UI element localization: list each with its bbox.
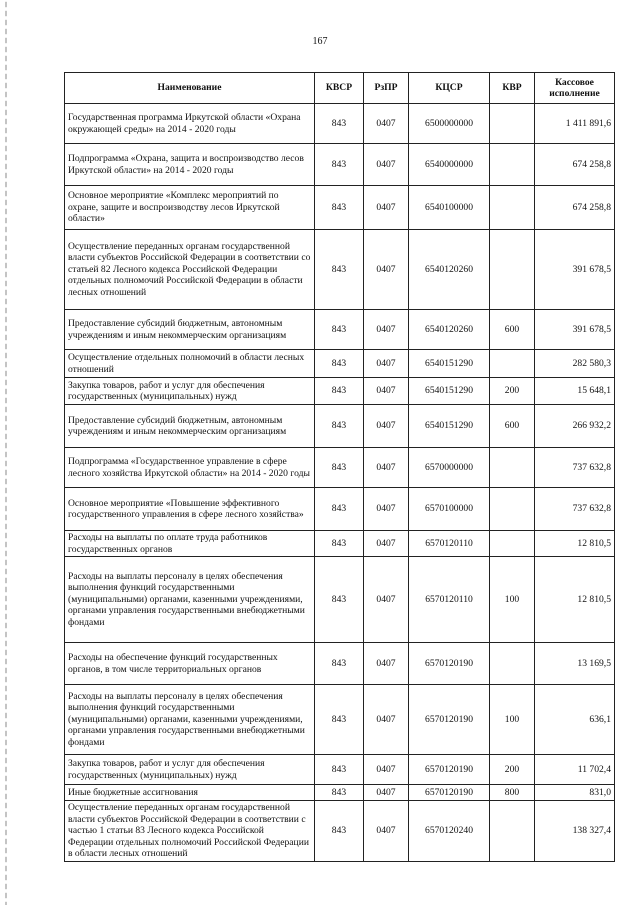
cell-amount: 138 327,4 (535, 801, 615, 862)
cell-kvr: 600 (490, 310, 535, 350)
cell-kcsr: 6540120260 (409, 230, 490, 310)
cell-kcsr: 6540120260 (409, 310, 490, 350)
cell-kvr (490, 448, 535, 488)
table-row (65, 801, 615, 862)
cell-kvsr: 843 (315, 801, 364, 862)
cell-amount: 282 580,3 (535, 350, 615, 378)
cell-name: Иные бюджетные ассигнования (65, 785, 315, 801)
table-row (65, 144, 615, 186)
cell-kvsr: 843 (315, 186, 364, 230)
cell-kvsr: 843 (315, 310, 364, 350)
cell-amount: 11 702,4 (535, 755, 615, 785)
cell-rzpr: 0407 (364, 755, 409, 785)
cell-rzpr: 0407 (364, 643, 409, 685)
cell-amount: 1 411 891,6 (535, 104, 615, 144)
cell-amount: 831,0 (535, 785, 615, 801)
cell-rzpr: 0407 (364, 785, 409, 801)
cell-kvr: 600 (490, 405, 535, 448)
budget-table (64, 72, 615, 862)
cell-kvr: 200 (490, 378, 535, 405)
cell-kcsr: 6570100000 (409, 488, 490, 531)
table-row (65, 557, 615, 643)
cell-kvsr: 843 (315, 643, 364, 685)
cell-name: Расходы на выплаты по оплате труда работников государственных органов (65, 531, 315, 557)
cell-amount: 674 258,8 (535, 186, 615, 230)
cell-kvr: 800 (490, 785, 535, 801)
cell-amount: 737 632,8 (535, 448, 615, 488)
table-row (65, 378, 615, 405)
table-row (65, 643, 615, 685)
cell-kvsr: 843 (315, 144, 364, 186)
cell-kvr: 200 (490, 755, 535, 785)
table-header-row (65, 73, 615, 104)
table-row (65, 310, 615, 350)
cell-amount: 391 678,5 (535, 230, 615, 310)
cell-kvr (490, 531, 535, 557)
table-row (65, 186, 615, 230)
cell-kcsr: 6570120190 (409, 755, 490, 785)
cell-amount: 15 648,1 (535, 378, 615, 405)
cell-rzpr: 0407 (364, 350, 409, 378)
cell-kvr: 100 (490, 685, 535, 755)
cell-name: Предоставление субсидий бюджетным, автономным учреждениям и иным некоммерческим организациям (65, 310, 315, 350)
cell-name: Основное мероприятие «Комплекс мероприятий по охране, защите и воспроизводству лесов Иркутской области» (65, 186, 315, 230)
cell-kvr (490, 104, 535, 144)
cell-name: Закупка товаров, работ и услуг для обеспечения государственных (муниципальных) нужд (65, 378, 315, 405)
cell-kcsr: 6540000000 (409, 144, 490, 186)
header-kvr: КВР (490, 73, 535, 104)
table-row (65, 755, 615, 785)
cell-kcsr: 6570120110 (409, 557, 490, 643)
cell-kcsr: 6570120190 (409, 643, 490, 685)
cell-name: Осуществление отдельных полномочий в области лесных отношений (65, 350, 315, 378)
cell-rzpr: 0407 (364, 186, 409, 230)
cell-amount: 13 169,5 (535, 643, 615, 685)
cell-amount: 674 258,8 (535, 144, 615, 186)
cell-name: Подпрограмма «Охрана, защита и воспроизводство лесов Иркутской области» на 2014 - 2020 годы (65, 144, 315, 186)
cell-kvsr: 843 (315, 557, 364, 643)
cell-kvsr: 843 (315, 685, 364, 755)
cell-kvsr: 843 (315, 405, 364, 448)
table-row (65, 230, 615, 310)
cell-kcsr: 6540100000 (409, 186, 490, 230)
cell-kvsr: 843 (315, 350, 364, 378)
cell-amount: 12 810,5 (535, 557, 615, 643)
cell-kvr (490, 144, 535, 186)
cell-kvsr: 843 (315, 448, 364, 488)
cell-kcsr: 6540151290 (409, 405, 490, 448)
cell-kvr (490, 643, 535, 685)
cell-name: Подпрограмма «Государственное управление в сфере лесного хозяйства Иркутской области» на 2014 - 2020 годы (65, 448, 315, 488)
cell-rzpr: 0407 (364, 405, 409, 448)
cell-rzpr: 0407 (364, 531, 409, 557)
cell-kvr: 100 (490, 557, 535, 643)
table-row (65, 350, 615, 378)
cell-name: Закупка товаров, работ и услуг для обеспечения государственных (муниципальных) нужд (65, 755, 315, 785)
cell-kvr (490, 801, 535, 862)
cell-rzpr: 0407 (364, 685, 409, 755)
header-amount: Кассовое исполнение (535, 73, 615, 104)
cell-name: Осуществление переданных органам государственной власти субъектов Российской Федерации в соответствии со статьей 82 Лесного кодекса Российской Федерации отдельных полномочий Российской Федерации в области лесных отношений (65, 230, 315, 310)
cell-rzpr: 0407 (364, 488, 409, 531)
table-row (65, 531, 615, 557)
cell-kvsr: 843 (315, 785, 364, 801)
cell-kvsr: 843 (315, 488, 364, 531)
cell-name: Расходы на выплаты персоналу в целях обеспечения выполнения функций государственными (муниципальными) органами, казенными учреждениями, органами управления государственными внебюджетными фондами (65, 557, 315, 643)
cell-kvr (490, 350, 535, 378)
cell-name: Расходы на выплаты персоналу в целях обеспечения выполнения функций государственными (муниципальными) органами, казенными учреждениями, органами управления государственными внебюджетными фондами (65, 685, 315, 755)
cell-name: Расходы на обеспечение функций государственных органов, в том числе территориальных органов (65, 643, 315, 685)
cell-name: Осуществление переданных органам государственной власти субъектов Российской Федерации в соответствии с частью 1 статьи 83 Лесного кодекса Российской Федерации отдельных полномочий Российской Федерации в области лесных отношений (65, 801, 315, 862)
cell-rzpr: 0407 (364, 230, 409, 310)
cell-kcsr: 6540151290 (409, 378, 490, 405)
cell-name: Предоставление субсидий бюджетным, автономным учреждениям и иным некоммерческим организациям (65, 405, 315, 448)
cell-amount: 636,1 (535, 685, 615, 755)
cell-amount: 737 632,8 (535, 488, 615, 531)
cell-kcsr: 6500000000 (409, 104, 490, 144)
header-kvsr: КВСР (315, 73, 364, 104)
cell-rzpr: 0407 (364, 104, 409, 144)
cell-rzpr: 0407 (364, 801, 409, 862)
cell-kcsr: 6570120190 (409, 785, 490, 801)
cell-rzpr: 0407 (364, 557, 409, 643)
table-row (65, 685, 615, 755)
table-row (65, 448, 615, 488)
cell-kcsr: 6570120190 (409, 685, 490, 755)
cell-kvsr: 843 (315, 378, 364, 405)
cell-kvr (490, 488, 535, 531)
cell-rzpr: 0407 (364, 378, 409, 405)
table-row (65, 104, 615, 144)
header-rzpr: РзПР (364, 73, 409, 104)
cell-kcsr: 6540151290 (409, 350, 490, 378)
cell-rzpr: 0407 (364, 144, 409, 186)
cell-kvsr: 843 (315, 531, 364, 557)
cell-kvr (490, 230, 535, 310)
cell-amount: 391 678,5 (535, 310, 615, 350)
cell-kvr (490, 186, 535, 230)
page-number: 167 (312, 36, 328, 47)
scan-edge-dots (5, 0, 7, 905)
cell-amount: 12 810,5 (535, 531, 615, 557)
header-name: Наименование (65, 73, 315, 104)
cell-kcsr: 6570120240 (409, 801, 490, 862)
header-kcsr: КЦСР (409, 73, 490, 104)
cell-kcsr: 6570120110 (409, 531, 490, 557)
table-row (65, 785, 615, 801)
cell-rzpr: 0407 (364, 448, 409, 488)
cell-amount: 266 932,2 (535, 405, 615, 448)
cell-rzpr: 0407 (364, 310, 409, 350)
cell-kvsr: 843 (315, 104, 364, 144)
cell-name: Основное мероприятие «Повышение эффективного государственного управления в сфере лесного хозяйства» (65, 488, 315, 531)
cell-kvsr: 843 (315, 755, 364, 785)
table-row (65, 405, 615, 448)
cell-kvsr: 843 (315, 230, 364, 310)
cell-kcsr: 6570000000 (409, 448, 490, 488)
cell-name: Государственная программа Иркутской области «Охрана окружающей среды» на 2014 - 2020 годы (65, 104, 315, 144)
table-row (65, 488, 615, 531)
